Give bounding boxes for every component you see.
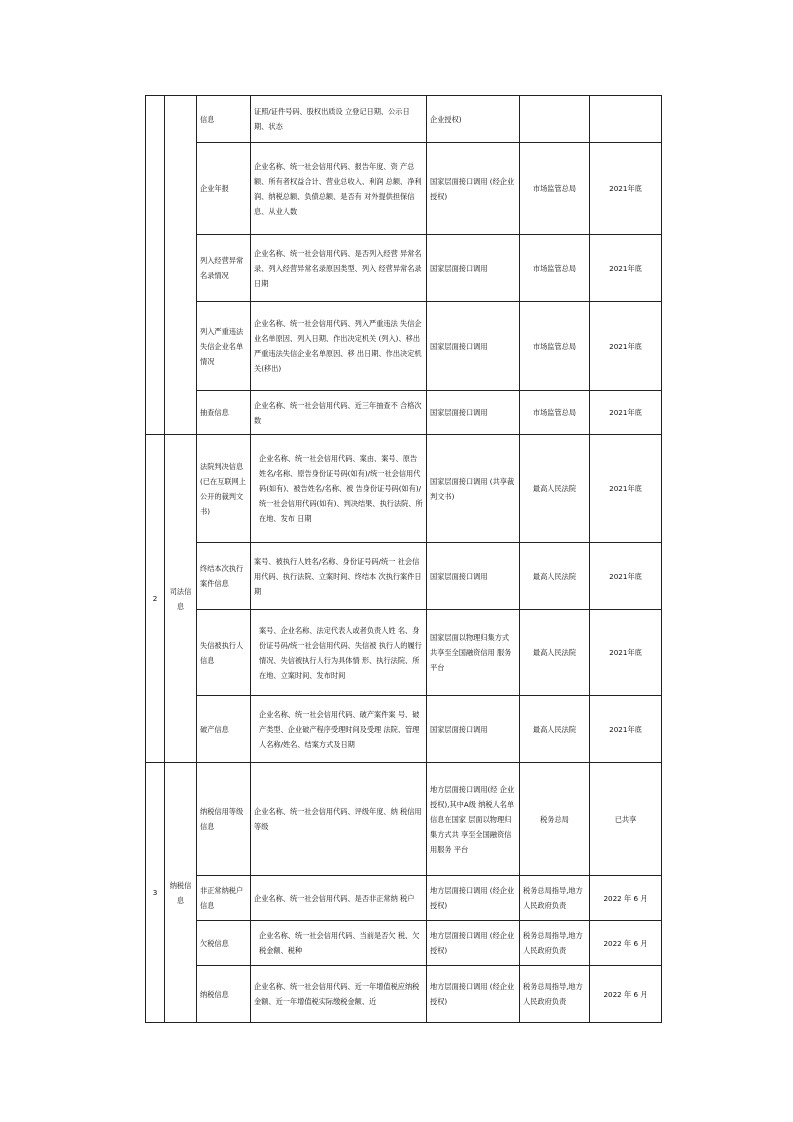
content-cell: 案号、被执行人姓名/名称、身份证号码/统一 社会信用代码、执行法院、立案时间、终结本 次执行案件日期 xyxy=(251,543,427,610)
item-cell: 列入严重违法失信企业名单情况 xyxy=(197,302,251,391)
item-cell: 欠税信息 xyxy=(197,921,251,966)
method-cell: 地方层面接口调用 (经企业授权) xyxy=(427,876,520,921)
content-cell: 企业名称、统一社会信用代码、列入严重违法 失信企业名单原因、列入日期、作出决定机关 (列入)、移出严重违法失信企业名单原因、移 出日期、作出决定机关(移出) xyxy=(251,302,427,391)
group-no-cell: 3 xyxy=(146,763,165,1023)
provider-cell: 市场监管总局 xyxy=(520,302,590,391)
deadline-cell: 2022 年 6 月 xyxy=(590,921,662,966)
table-row xyxy=(146,610,662,696)
provider-cell: 最高人民法院 xyxy=(520,696,590,763)
deadline-cell: 2021年底 xyxy=(590,391,662,435)
group-no-cell xyxy=(146,96,165,435)
table-row xyxy=(146,921,662,966)
content-cell: 企业名称、统一社会信用代码、报告年度、资 产总额、所有者权益合计、营业总收入、利润 总额、净利润、纳税总额、负债总额、是否有 对外提供担保信息、从业人数 xyxy=(251,143,427,235)
deadline-cell: 2022 年 6 月 xyxy=(590,876,662,921)
table-row xyxy=(146,235,662,302)
provider-cell: 最高人民法院 xyxy=(520,610,590,696)
item-cell: 列入经营异常名录情况 xyxy=(197,235,251,302)
deadline-cell: 2021年底 xyxy=(590,610,662,696)
content-cell: 企业名称、统一社会信用代码、案由、案号、原告姓名/名称、原告身份证号码(如有)/统一社会信用代码(如有)、被告姓名/名称、被 告身份证号码(如有)/统一社会信用代码(如有)、判决结果、执行法院、所在地、发布 日期 xyxy=(251,435,427,543)
content-cell: 企业名称、统一社会信用代码、近一年增值税应纳税金额、近一年增值税实际缴税金额、近 xyxy=(251,966,427,1023)
deadline-cell: 2021年底 xyxy=(590,235,662,302)
method-cell: 国家层面接口调用 xyxy=(427,543,520,610)
table-row xyxy=(146,435,662,543)
method-cell: 国家层面接口调用 xyxy=(427,235,520,302)
provider-cell: 市场监管总局 xyxy=(520,143,590,235)
deadline-cell: 2021年底 xyxy=(590,543,662,610)
deadline-cell: 2021年底 xyxy=(590,143,662,235)
deadline-cell: 2021年底 xyxy=(590,696,662,763)
deadline-cell: 已共享 xyxy=(590,763,662,876)
content-cell: 企业名称、统一社会信用代码、评级年度、纳 税信用等级 xyxy=(251,763,427,876)
group-category-cell: 司法信息 xyxy=(165,435,197,763)
method-cell: 地方层面接口调用 (经企业授权) xyxy=(427,921,520,966)
table-row xyxy=(146,876,662,921)
table-row xyxy=(146,696,662,763)
provider-cell: 最高人民法院 xyxy=(520,435,590,543)
method-cell: 国家层面接口调用 xyxy=(427,391,520,435)
provider-cell: 最高人民法院 xyxy=(520,543,590,610)
method-cell: 国家层面接口调用 xyxy=(427,696,520,763)
content-cell: 证照/证件号码、股权出质设 立登记日期、公示日期、状态 xyxy=(251,96,427,143)
item-cell: 纳税信息 xyxy=(197,966,251,1023)
provider-cell xyxy=(520,96,590,143)
method-cell: 地方层面接口调用(经 企业授权),其中A级 纳税人名单信息在国家 层面以物理归集方式共 享至全国融资信用服务 平台 xyxy=(427,763,520,876)
method-cell: 国家层面接口调用 xyxy=(427,302,520,391)
provider-cell: 市场监管总局 xyxy=(520,235,590,302)
item-cell: 失信被执行人信息 xyxy=(197,610,251,696)
item-cell: 信息 xyxy=(197,96,251,143)
table-row xyxy=(146,966,662,1023)
item-cell: 非正常纳税户信息 xyxy=(197,876,251,921)
provider-cell: 税务总局 xyxy=(520,763,590,876)
content-cell: 企业名称、统一社会信用代码、破产案件案 号、破产类型、企业破产程序受理时间及受理 法院、管理人名称/姓名、结案方式及日期 xyxy=(251,696,427,763)
item-cell: 法院判决信息(已在互联网上公开的裁判文书) xyxy=(197,435,251,543)
group-category-cell: 纳税信息 xyxy=(165,763,197,1023)
provider-cell: 市场监管总局 xyxy=(520,391,590,435)
group-no-cell: 2 xyxy=(146,435,165,763)
content-cell: 企业名称、统一社会信用代码、是否列入经营 异常名录、列入经营异常名录原因类型、列入 经营异常名录日期 xyxy=(251,235,427,302)
table-row xyxy=(146,96,662,143)
method-cell: 国家层面以物理归集方式 共享至全国融资信用 服务平台 xyxy=(427,610,520,696)
table-row xyxy=(146,391,662,435)
item-cell: 破产信息 xyxy=(197,696,251,763)
item-cell: 终结本次执行案件信息 xyxy=(197,543,251,610)
table-row xyxy=(146,763,662,876)
group-category-cell xyxy=(165,96,197,435)
table-row xyxy=(146,143,662,235)
provider-cell: 税务总局指导,地方人民政府负责 xyxy=(520,966,590,1023)
content-cell: 案号、企业名称、法定代表人或者负责人姓 名、身份证号码/统一社会信用代码、失信被 执行人的履行情况、失信被执行人行为具体情 形、执行法院、所在地、立案时间、发布时间 xyxy=(251,610,427,696)
item-cell: 企业年报 xyxy=(197,143,251,235)
table-row xyxy=(146,543,662,610)
method-cell: 地方层面接口调用 (经企业授权) xyxy=(427,966,520,1023)
item-cell: 纳税信用等级信息 xyxy=(197,763,251,876)
method-cell: 国家层面接口调用 (共享裁判文书) xyxy=(427,435,520,543)
deadline-cell: 2021年底 xyxy=(590,302,662,391)
method-cell: 国家层面接口调用 (经企业授权) xyxy=(427,143,520,235)
table-row xyxy=(146,302,662,391)
shared-info-table xyxy=(145,95,662,1023)
content-cell: 企业名称、统一社会信用代码、近三年抽查不 合格次数 xyxy=(251,391,427,435)
content-cell: 企业名称、统一社会信用代码、当前是否欠 税、欠税金额、税种 xyxy=(251,921,427,966)
item-cell: 抽查信息 xyxy=(197,391,251,435)
provider-cell: 税务总局指导,地方人民政府负责 xyxy=(520,921,590,966)
deadline-cell: 2022 年 6 月 xyxy=(590,966,662,1023)
deadline-cell: 2021年底 xyxy=(590,435,662,543)
method-cell: 企业授权) xyxy=(427,96,520,143)
deadline-cell xyxy=(590,96,662,143)
provider-cell: 税务总局指导,地方人民政府负责 xyxy=(520,876,590,921)
content-cell: 企业名称、统一社会信用代码、是否非正常纳 税户 xyxy=(251,876,427,921)
